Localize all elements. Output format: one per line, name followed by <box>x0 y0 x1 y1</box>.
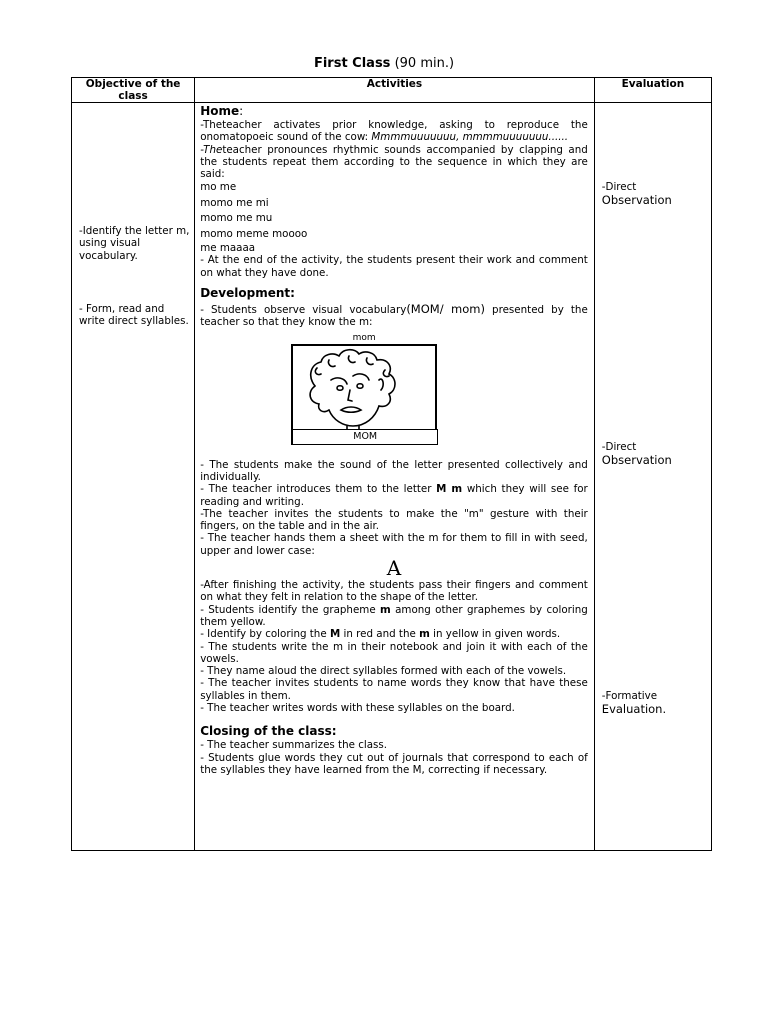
title-main: First Class <box>313 56 391 71</box>
development-paragraph: -After finishing the activity, the students pass their fingers and comment on what they felt in relation to the shape of the letter. <box>200 579 588 604</box>
sound-sequence-item: momo meme moooo <box>200 227 308 240</box>
development-paragraph: - Students observe visual vocabulary(MOM/ mom) presented by the teacher so that they know the m: <box>200 302 588 329</box>
letter-figure: A <box>386 556 402 581</box>
illustration-frame <box>291 344 437 445</box>
development-paragraph: - The teacher writes words with these syllables on the board. <box>200 702 515 715</box>
evaluation-item: -Formative Evaluation. <box>601 690 667 716</box>
table-header-row <box>72 78 712 103</box>
lesson-plan-table <box>71 77 712 851</box>
illustration-caption-top: mom <box>352 332 376 343</box>
development-paragraph: - They name aloud the direct syllables formed with each of the vowels. <box>200 665 567 678</box>
sound-sequence-item: momo me mu <box>200 212 273 225</box>
development-paragraph: - The students write the m in their notebook and join it with each of the vowels. <box>200 640 588 665</box>
sound-sequence-item: mo me <box>200 181 237 194</box>
table-body-row <box>72 103 712 851</box>
evaluation-cell <box>594 103 711 851</box>
mom-illustration <box>291 333 437 445</box>
header-activities: Activities <box>195 78 595 103</box>
closing-paragraph: - The teacher summarizes the class. <box>200 739 388 752</box>
development-paragraph: - The students make the sound of the letter presented collectively and individually. <box>200 458 588 483</box>
sound-sequence-item: me maaaa <box>200 242 256 255</box>
header-objective: Objective of the class <box>72 78 195 103</box>
home-paragraph: - At the end of the activity, the students present their work and comment on what they have done. <box>200 254 588 279</box>
closing-paragraph: - Students glue words they cut out of journals that correspond to each of the syllables they have learned from the M, correcting if necessary. <box>200 751 588 776</box>
objective-item: -Identify the letter m, using visual vocabulary. <box>79 225 190 262</box>
section-heading-home: Home: <box>200 104 244 118</box>
evaluation-item: -Direct Observation <box>601 441 672 467</box>
title-duration: (90 min.) <box>394 56 455 71</box>
objective-item: - Form, read and write direct syllables. <box>79 303 189 328</box>
header-evaluation: Evaluation <box>594 78 711 103</box>
page-title <box>0 56 768 72</box>
development-paragraph: - Identify by coloring the M in red and the m in yellow in given words. <box>200 628 561 641</box>
development-paragraph: - The teacher introduces them to the letter M m which they will see for reading and writing. <box>200 483 588 508</box>
home-paragraph: -Theteacher activates prior knowledge, asking to reproduce the onomatopoeic sound of the cow: Mmmmuuuuuuu, mmmmuuuuuuu...... <box>200 119 588 144</box>
development-paragraph: -The teacher invites the students to make the "m" gesture with their fingers, on the table and in the air. <box>200 507 588 533</box>
sound-sequence-item: momo me mi <box>200 196 269 209</box>
evaluation-item: -Direct Observation <box>601 181 672 207</box>
home-paragraph: -Theteacher pronounces rhythmic sounds accompanied by clapping and the students repeat them according to the sequence in which they are said: <box>200 143 588 181</box>
objective-cell <box>72 103 195 851</box>
development-paragraph: - The teacher invites students to name words they know that have these syllables in them. <box>200 677 588 702</box>
section-heading-development: Development: <box>200 286 295 301</box>
development-paragraph: - Students identify the grapheme m among other graphemes by coloring them yellow. <box>200 603 588 628</box>
illustration-caption-bottom: MOM <box>292 429 438 445</box>
development-paragraph: - The teacher hands them a sheet with the m for them to fill in with seed, upper and lower case: <box>200 532 588 557</box>
section-heading-closing: Closing of the class: <box>200 724 337 739</box>
activities-cell <box>195 103 595 851</box>
